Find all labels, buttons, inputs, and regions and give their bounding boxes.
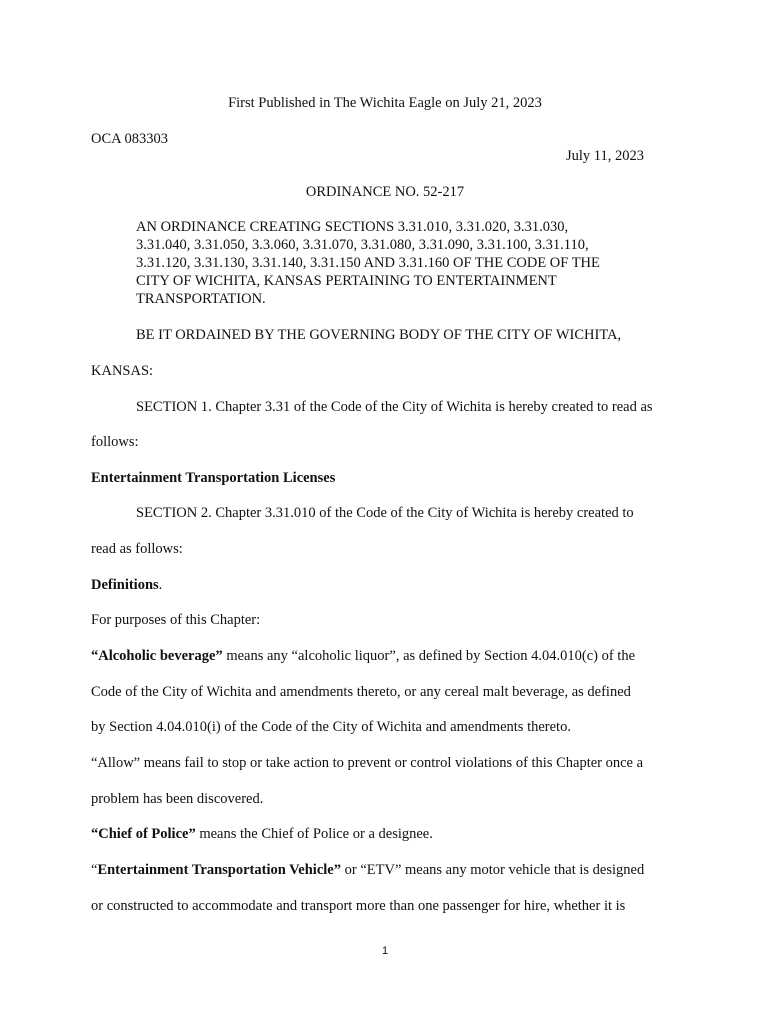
defined-term: “Chief of Police”	[91, 826, 196, 842]
defined-term: Entertainment Transportation Vehicle”	[97, 862, 341, 878]
definition-alcoholic-beverage	[91, 647, 635, 665]
page-number: 1	[381, 945, 389, 957]
definition-text: means the Chief of Police or a designee.	[195, 826, 433, 842]
definition-etv	[91, 861, 644, 879]
title-line: CITY OF WICHITA, KANSAS PERTAINING TO ENTERTAINMENT	[136, 273, 557, 289]
section-2-line: SECTION 2. Chapter 3.31.010 of the Code of the City of Wichita is hereby created to	[136, 505, 634, 521]
definition-text-line: Code of the City of Wichita and amendments thereto, or any cereal malt beverage, as defined	[91, 684, 631, 700]
defined-term: “Alcoholic beverage”	[91, 648, 223, 664]
title-line: 3.31.120, 3.31.130, 3.31.140, 3.31.150 AND 3.31.160 OF THE CODE OF THE	[136, 255, 600, 271]
title-line: 3.31.040, 3.31.050, 3.3.060, 3.31.070, 3.31.080, 3.31.090, 3.31.100, 3.31.110,	[136, 237, 589, 253]
definition-text-line: by Section 4.04.010(i) of the Code of the City of Wichita and amendments thereto.	[91, 719, 571, 735]
section-1-line: SECTION 1. Chapter 3.31 of the Code of the City of Wichita is hereby created to read as	[136, 399, 653, 415]
definition-text: or “ETV” means any motor vehicle that is designed	[341, 862, 645, 878]
ordained-clause-line: BE IT ORDAINED BY THE GOVERNING BODY OF THE CITY OF WICHITA,	[136, 327, 622, 343]
licenses-heading: Entertainment Transportation Licenses	[91, 470, 336, 486]
section-1-line: follows:	[91, 434, 139, 450]
document-date: July 11, 2023	[565, 148, 644, 164]
publication-line: First Published in The Wichita Eagle on July 21, 2023	[228, 95, 542, 111]
ordained-clause-line: KANSAS:	[91, 363, 154, 379]
definition-chief-of-police	[91, 825, 433, 843]
section-2-line: read as follows:	[91, 541, 183, 557]
definitions-heading	[91, 576, 162, 594]
ordinance-number: ORDINANCE NO. 52-217	[305, 184, 465, 200]
title-line: AN ORDINANCE CREATING SECTIONS 3.31.010, 3.31.020, 3.31.030,	[136, 219, 569, 235]
definitions-heading-text: Definitions	[91, 577, 159, 593]
definition-text-line: problem has been discovered.	[91, 791, 264, 807]
oca-number: OCA 083303	[91, 131, 168, 147]
definitions-heading-period: .	[158, 577, 163, 593]
definition-text-line: or constructed to accommodate and transport more than one passenger for hire, whether it is	[91, 898, 626, 914]
definition-allow: “Allow” means fail to stop or take action to prevent or control violations of this Chapter once a	[91, 755, 644, 771]
purposes-line: For purposes of this Chapter:	[91, 612, 261, 628]
title-line: TRANSPORTATION.	[136, 291, 266, 307]
definition-text: means any “alcoholic liquor”, as defined by Section 4.04.010(c) of the	[222, 648, 636, 664]
open-quote: “	[91, 862, 98, 878]
